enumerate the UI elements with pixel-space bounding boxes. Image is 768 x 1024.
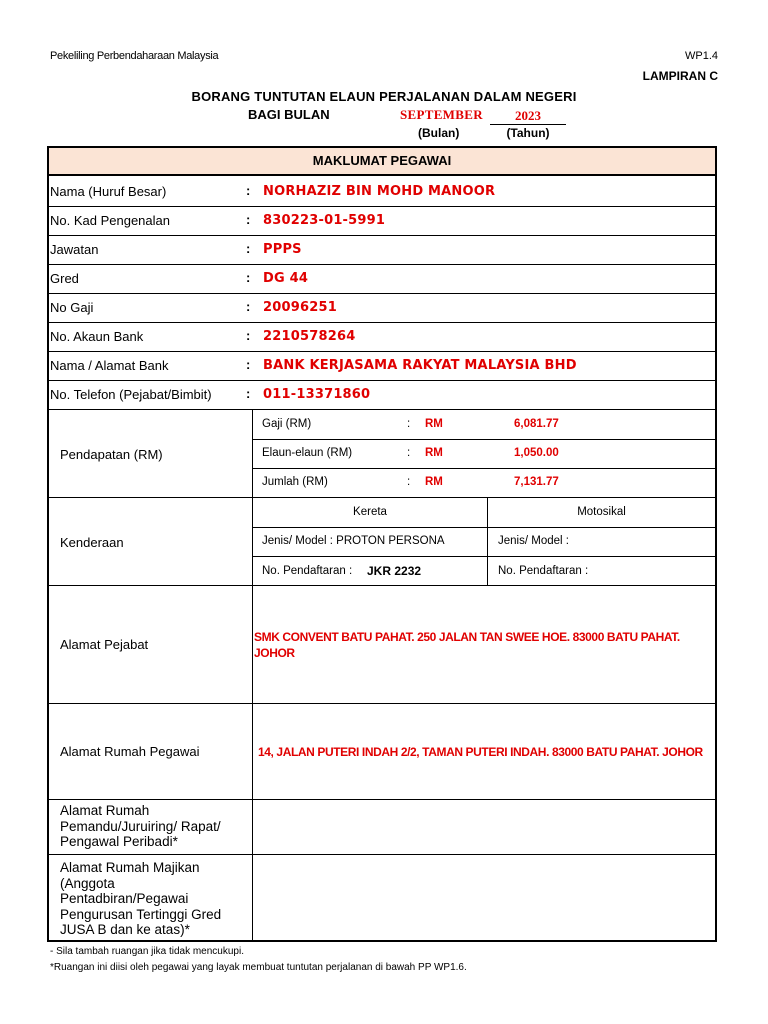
column-divider [252, 585, 253, 940]
row-divider [49, 585, 715, 586]
allowance-amount[interactable]: 1,050.00 [514, 447, 559, 459]
colon: : [407, 447, 411, 459]
section-title: MAKLUMAT PEGAWAI [49, 148, 715, 176]
form-code: WP1.4 [684, 50, 718, 62]
driver-address-label: Alamat Rumah [60, 803, 150, 818]
income-label: Pendapatan (RM) [60, 447, 163, 462]
row-divider [49, 409, 715, 410]
row-divider [49, 264, 715, 265]
home-address-label: Alamat Rumah Pegawai [60, 744, 200, 759]
position-value[interactable]: PPPS [263, 242, 302, 257]
income-row-label: Gaji (RM) [262, 418, 312, 430]
footnote: *Ruangan ini diisi oleh pegawai yang layak membuat tuntutan perjalanan di bawah PP WP1.6. [50, 962, 467, 973]
car-header: Kereta [353, 506, 387, 518]
colon: : [246, 299, 251, 314]
row-divider [49, 799, 715, 800]
phone-value[interactable]: 011-13371860 [263, 387, 371, 402]
car-reg-label: No. Pendaftaran : [262, 565, 353, 577]
motorcycle-header: Motosikal [577, 506, 626, 518]
motorcycle-model[interactable]: Jenis/ Model : [498, 535, 569, 547]
colon: : [246, 183, 251, 198]
row-divider [49, 351, 715, 352]
total-amount[interactable]: 7,131.77 [514, 476, 559, 488]
bank-account-label: No. Akaun Bank [50, 329, 144, 344]
grade-label: Gred [50, 271, 79, 286]
home-address-value[interactable]: 14, JALAN PUTERI INDAH 2/2, TAMAN PUTERI INDAH. 83000 BATU PAHAT. JOHOR [258, 745, 703, 759]
grade-value[interactable]: DG 44 [263, 271, 309, 286]
row-divider [49, 322, 715, 323]
currency-label: RM [425, 418, 443, 430]
colon: : [407, 476, 411, 488]
colon: : [246, 386, 251, 401]
employer-address-label: JUSA B dan ke atas)* [60, 922, 190, 937]
colon: : [246, 241, 251, 256]
car-model[interactable]: Jenis/ Model : PROTON PERSONA [262, 535, 445, 547]
office-address-line2[interactable]: JOHOR [254, 646, 295, 660]
period-label: BAGI BULAN [248, 107, 330, 122]
bank-account-value[interactable]: 2210578264 [263, 329, 356, 344]
income-row-label: Elaun-elaun (RM) [262, 447, 353, 459]
currency-label: RM [425, 476, 443, 488]
row-divider [49, 235, 715, 236]
car-reg-value[interactable]: JKR 2232 [367, 564, 422, 578]
employer-address-label: (Anggota [60, 875, 115, 891]
column-divider [252, 409, 253, 497]
driver-address-label: Pengawal Peribadi* [60, 834, 178, 849]
employer-address-label: Alamat Rumah Majikan [60, 860, 200, 875]
row-divider [49, 497, 715, 498]
row-divider [49, 703, 715, 704]
colon: : [407, 418, 411, 430]
employer-address-label: Pentadbiran/Pegawai [60, 891, 189, 906]
colon: : [246, 357, 251, 372]
currency-label: RM [425, 447, 443, 459]
row-divider [49, 854, 715, 855]
row-divider [49, 380, 715, 381]
colon: : [246, 212, 251, 227]
name-label: Nama (Huruf Besar) [50, 184, 167, 199]
salary-amount[interactable]: 6,081.77 [514, 418, 559, 430]
form-title: BORANG TUNTUTAN ELAUN PERJALANAN DALAM NEGERI [191, 89, 577, 104]
motorcycle-reg[interactable]: No. Pendaftaran : [498, 565, 589, 577]
bank-name-value[interactable]: BANK KERJASAMA RAKYAT MALAYSIA BHD [263, 358, 577, 373]
row-divider [49, 206, 715, 207]
name-value[interactable]: NORHAZIZ BIN MOHD MANOOR [263, 184, 496, 199]
salary-no-value[interactable]: 20096251 [263, 300, 337, 315]
colon: : [246, 270, 251, 285]
driver-address-label: Pemandu/Juruiring/ Rapat/ [60, 818, 221, 834]
phone-label: No. Telefon (Pejabat/Bimbit) [50, 387, 212, 402]
year-caption: (Tahun) [506, 126, 550, 140]
office-address-label: Alamat Pejabat [60, 637, 149, 652]
bank-name-label: Nama / Alamat Bank [50, 358, 169, 373]
office-address-line1[interactable]: SMK CONVENT BATU PAHAT. 250 JALAN TAN SWEE HOE. 83000 BATU PAHAT. [254, 630, 680, 644]
ic-value[interactable]: 830223-01-5991 [263, 213, 386, 228]
row-divider [49, 293, 715, 294]
row-divider [253, 439, 715, 440]
claim-year[interactable]: 2023 [490, 107, 566, 125]
position-label: Jawatan [50, 242, 99, 257]
circular-title: Pekeliling Perbendaharaan Malaysia [50, 50, 219, 62]
employer-address-label: Pengurusan Tertinggi Gred [60, 906, 222, 922]
colon: : [246, 328, 251, 343]
salary-no-label: No Gaji [50, 300, 94, 315]
ic-label: No. Kad Pengenalan [50, 213, 170, 228]
month-caption: (Bulan) [418, 126, 460, 140]
row-divider [253, 527, 715, 528]
row-divider [253, 556, 715, 557]
row-divider [253, 468, 715, 469]
claim-month[interactable]: SEPTEMBER [400, 107, 483, 122]
income-row-label: Jumlah (RM) [262, 476, 328, 488]
annex-label: LAMPIRAN C [642, 69, 718, 83]
footnote: - Sila tambah ruangan jika tidak mencukupi. [50, 946, 244, 957]
vehicle-label: Kenderaan [60, 535, 124, 550]
